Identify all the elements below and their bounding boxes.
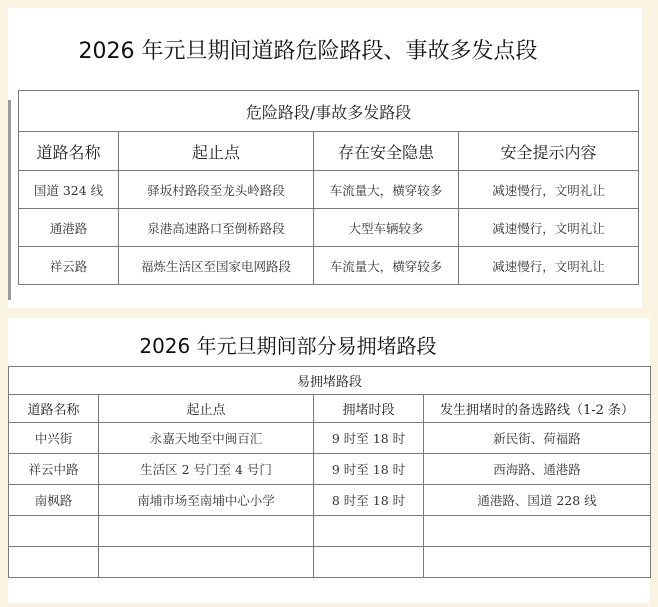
road-name-cell (9, 516, 99, 547)
start-end-cell: 泉港高速路口至倒桥路段 (119, 209, 314, 247)
start-end-cell: 驿坂村路段至龙头岭路段 (119, 171, 314, 209)
alternate-route-cell: 通港路、国道 228 线 (424, 485, 651, 516)
alternate-route-cell (424, 516, 651, 547)
column-header: 起止点 (99, 395, 314, 423)
start-end-cell: 生活区 2 号门至 4 号门 (99, 454, 314, 485)
left-border-line (8, 100, 11, 300)
congestion-time-cell (314, 547, 424, 578)
start-end-cell (99, 516, 314, 547)
start-end-cell (99, 547, 314, 578)
safety-tip-cell: 减速慢行，文明礼让 (459, 171, 639, 209)
table-header-row (19, 132, 639, 171)
start-end-cell: 永嘉天地至中闽百汇 (99, 423, 314, 454)
congested-sections-table (8, 366, 651, 578)
column-header: 拥堵时段 (314, 395, 424, 423)
hazard-cell: 车流量大，横穿较多 (314, 247, 459, 285)
dangerous-sections-title: 2026 年元旦期间道路危险路段、事故多发点段 (78, 39, 538, 64)
safety-tip-cell: 减速慢行，文明礼让 (459, 247, 639, 285)
hazard-cell: 大型车辆较多 (314, 209, 459, 247)
table-caption: 易拥堵路段 (9, 367, 651, 395)
road-name-cell: 祥云路 (19, 247, 119, 285)
congestion-time-cell: 9 时至 18 时 (314, 423, 424, 454)
congestion-time-cell: 8 时至 18 时 (314, 485, 424, 516)
table-row (19, 171, 639, 209)
congestion-time-cell: 9 时至 18 时 (314, 454, 424, 485)
safety-tip-cell: 减速慢行，文明礼让 (459, 209, 639, 247)
road-name-cell: 祥云中路 (9, 454, 99, 485)
hazard-cell: 车流量大，横穿较多 (314, 171, 459, 209)
column-header: 安全提示内容 (459, 132, 639, 171)
alternate-route-cell: 新民街、荷福路 (424, 423, 651, 454)
alternate-route-cell (424, 547, 651, 578)
dangerous-sections-table (18, 90, 639, 285)
start-end-cell: 南埔市场至南埔中心小学 (99, 485, 314, 516)
table-row (9, 485, 651, 516)
table-row (19, 209, 639, 247)
road-name-cell: 南枫路 (9, 485, 99, 516)
road-name-cell: 国道 324 线 (19, 171, 119, 209)
congestion-time-cell (314, 516, 424, 547)
road-name-cell (9, 547, 99, 578)
column-header: 存在安全隐患 (314, 132, 459, 171)
table-row (9, 423, 651, 454)
table-header-row (9, 395, 651, 423)
table-row (9, 454, 651, 485)
column-header: 道路名称 (9, 395, 99, 423)
congested-sections-card (8, 318, 650, 603)
column-header: 起止点 (119, 132, 314, 171)
road-name-cell: 通港路 (19, 209, 119, 247)
congested-sections-title: 2026 年元旦期间部分易拥堵路段 (139, 334, 437, 358)
alternate-route-cell: 西海路、通港路 (424, 454, 651, 485)
start-end-cell: 福炼生活区至国家电网路段 (119, 247, 314, 285)
column-header: 道路名称 (19, 132, 119, 171)
table-row (19, 247, 639, 285)
table-row (9, 516, 651, 547)
table-row (9, 547, 651, 578)
dangerous-sections-card (8, 8, 642, 308)
column-header: 发生拥堵时的备选路线（1-2 条） (424, 395, 651, 423)
table-caption: 危险路段/事故多发路段 (19, 91, 639, 132)
road-name-cell: 中兴街 (9, 423, 99, 454)
